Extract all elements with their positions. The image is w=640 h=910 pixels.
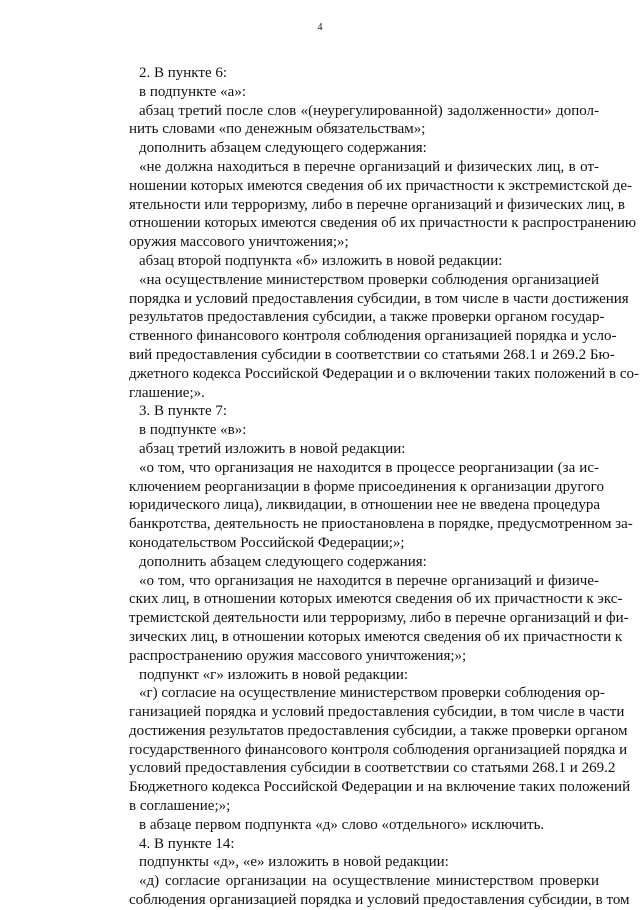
text-line: 3. В пункте 7: — [139, 403, 228, 420]
text-line: государственного финансового контроля соблюдения организацией порядка и — [129, 741, 628, 758]
text-line: глашение;». — [129, 384, 205, 401]
text-line: в соглашение;»; — [129, 798, 231, 815]
text-line: 4. В пункте 14: — [139, 835, 235, 852]
text-line: ключением реорганизации в форме присоединения к организации другого — [129, 478, 604, 495]
document-body — [129, 64, 639, 910]
text-line: «не должна находиться в перечне организаций и физических лиц, в от- — [139, 158, 599, 175]
text-line: «г) согласие на осуществление министерством проверки соблюдения ор- — [139, 685, 605, 702]
text-line: вий предоставления субсидии в соответствии со статьями 268.1 и 269.2 Бю- — [129, 346, 615, 363]
text-line: абзац третий после слов «(неурегулированной) задолженности» допол- — [139, 102, 599, 119]
text-line: зических лиц, в отношении которых имеются сведения об их причастности к — [129, 628, 623, 645]
text-line: в подпункте «а»: — [139, 83, 246, 100]
text-line: достижения результатов предоставления субсидии, а также проверки органом — [129, 722, 628, 739]
text-line: порядка и условий предоставления субсидии, в том числе в части достижения — [129, 290, 629, 307]
text-line: абзац третий изложить в новой редакции: — [139, 440, 406, 457]
text-line: подпункты «д», «е» изложить в новой редакции: — [139, 854, 449, 871]
text-line: ственного финансового контроля соблюдения организацией порядка и усло- — [129, 328, 617, 345]
text-line: результатов предоставления субсидии, а также проверки органом государ- — [129, 309, 605, 326]
text-line: соблюдения организацией порядка и условий предоставления субсидии, в том — [129, 892, 630, 909]
text-line: Бюджетного кодекса Российской Федерации и на включение таких положений — [129, 779, 631, 796]
text-line: юридического лица), ликвидации, в отношении нее не введена процедура — [129, 497, 601, 514]
text-line: в подпункте «в»: — [139, 422, 247, 439]
text-line: оружия массового уничтожения;»; — [129, 234, 349, 251]
text-line: ских лиц, в отношении которых имеются сведения об их причастности к экс- — [129, 591, 623, 608]
text-line: дополнить абзацем следующего содержания: — [139, 140, 427, 157]
text-line: ношении которых имеются сведения об их причастности к экстремистской де- — [129, 177, 633, 194]
text-line: отношении которых имеются сведения об их причастности к распространению — [129, 215, 637, 232]
text-line: 2. В пункте 6: — [139, 65, 228, 81]
text-line: нить словами «по денежным обязательствам»; — [129, 121, 426, 138]
text-line: подпункт «г» изложить в новой редакции: — [139, 666, 409, 683]
text-line: «на осуществление министерством проверки соблюдения организацией — [139, 271, 599, 288]
text-line: тремистской деятельности или терроризму, либо в перечне организаций и фи- — [129, 610, 629, 627]
text-line: в абзаце первом подпункта «д» слово «отдельного» исключить. — [139, 816, 545, 833]
text-line: распространению оружия массового уничтожения;»; — [129, 647, 467, 664]
text-line: ганизацией порядка и условий предоставления субсидии, в том числе в части — [129, 704, 625, 721]
text-line: джетного кодекса Российской Федерации и о включении таких положений в со- — [129, 365, 639, 382]
text-line: «д) согласие организации на осуществление министерством проверки — [139, 873, 599, 890]
text-line: конодательством Российской Федерации;»; — [129, 534, 405, 551]
text-line: «о том, что организация не находится в процессе реорганизации (за ис- — [139, 459, 599, 476]
text-line: дополнить абзацем следующего содержания: — [139, 553, 427, 570]
text-line: банкротства, деятельность не приостановлена в порядке, предусмотренном за- — [129, 516, 633, 533]
text-line: «о том, что организация не находится в перечне организаций и физиче- — [139, 572, 599, 589]
text-line: ятельности или терроризму, либо в перечне организаций и физических лиц, в — [129, 196, 625, 213]
page-number: 4 — [317, 22, 323, 33]
text-line: условий предоставления субсидии в соответствии со статьями 268.1 и 269.2 — [129, 760, 616, 777]
text-line: абзац второй подпункта «б» изложить в новой редакции: — [139, 252, 503, 269]
